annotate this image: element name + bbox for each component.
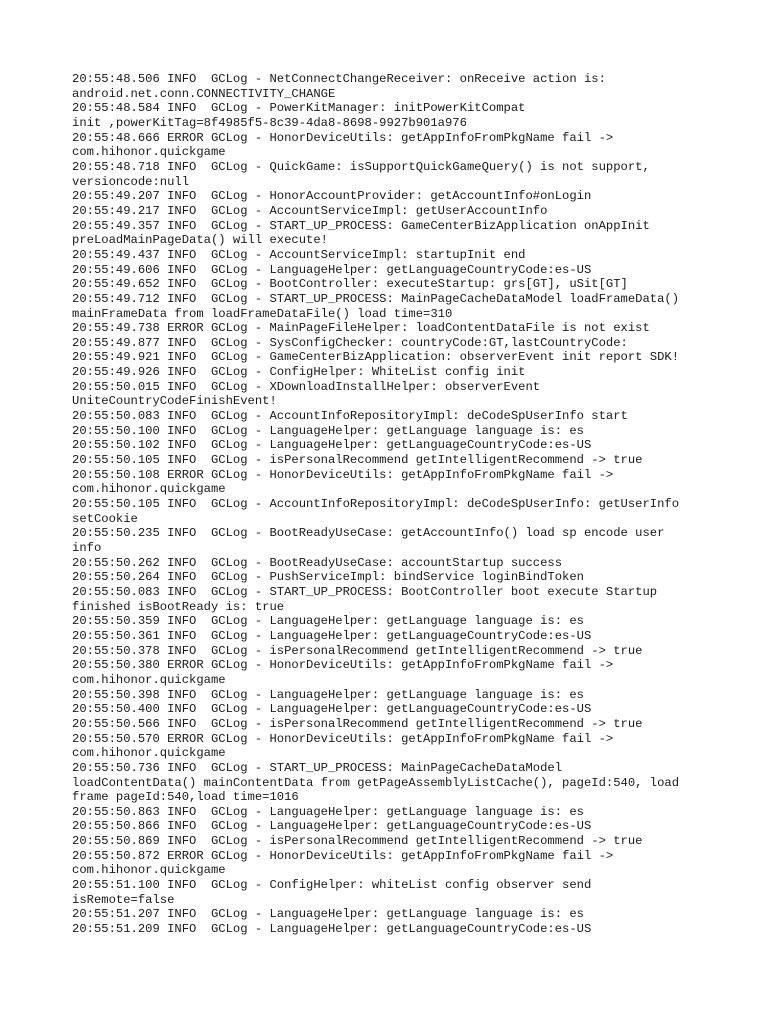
log-line: com.hihonor.quickgame — [72, 863, 226, 878]
log-line: 20:55:50.102 INFO GCLog - LanguageHelper: getLanguageCountryCode:es-US — [72, 438, 592, 453]
log-line: 20:55:50.866 INFO GCLog - LanguageHelper: getLanguageCountryCode:es-US — [72, 819, 592, 834]
log-line: 20:55:49.606 INFO GCLog - LanguageHelper: getLanguageCountryCode:es-US — [72, 262, 592, 277]
log-line: com.hihonor.quickgame — [72, 672, 226, 687]
log-line: 20:55:48.718 INFO GCLog - QuickGame: isSupportQuickGameQuery() is not support, — [72, 159, 650, 174]
log-line: mainFrameData from loadFrameDataFile() load time=310 — [72, 306, 453, 321]
log-line: info — [72, 541, 102, 555]
log-line: 20:55:50.083 INFO GCLog - START_UP_PROCESS: BootController boot execute Startup — [72, 584, 658, 599]
log-line: 20:55:50.398 INFO GCLog - LanguageHelper: getLanguage language is: es — [72, 687, 584, 702]
log-line: 20:55:49.217 INFO GCLog - AccountServiceImpl: getUserAccountInfo — [72, 203, 548, 218]
log-line: 20:55:49.207 INFO GCLog - HonorAccountProvider: getAccountInfo#onLogin — [72, 189, 592, 204]
log-line: 20:55:50.262 INFO GCLog - BootReadyUseCase: accountStartup success — [72, 555, 563, 570]
log-line: 20:55:51.207 INFO GCLog - LanguageHelper: getLanguage language is: es — [72, 907, 584, 922]
log-line: preLoadMainPageData() will execute! — [72, 233, 328, 248]
log-line: 20:55:50.380 ERROR GCLog - HonorDeviceUtils: getAppInfoFromPkgName fail -> — [72, 658, 614, 673]
log-line: 20:55:49.652 INFO GCLog - BootController: executeStartup: grs[GT], uSit[GT] — [72, 277, 628, 292]
log-line: 20:55:48.666 ERROR GCLog - HonorDeviceUtils: getAppInfoFromPkgName fail -> — [72, 130, 614, 145]
log-line: 20:55:50.378 INFO GCLog - isPersonalRecommend getIntelligentRecommend -> true — [72, 643, 643, 658]
log-text-block — [72, 72, 712, 937]
log-line: 20:55:50.872 ERROR GCLog - HonorDeviceUtils: getAppInfoFromPkgName fail -> — [72, 848, 614, 863]
log-line: 20:55:50.863 INFO GCLog - LanguageHelper: getLanguage language is: es — [72, 804, 584, 819]
log-line: 20:55:48.506 INFO GCLog - NetConnectChangeReceiver: onReceive action is: — [72, 72, 606, 86]
log-line: 20:55:50.108 ERROR GCLog - HonorDeviceUtils: getAppInfoFromPkgName fail -> — [72, 467, 614, 482]
log-line: 20:55:51.100 INFO GCLog - ConfigHelper: whiteList config observer send — [72, 878, 592, 893]
log-line: init ,powerKitTag=8f4985f5-8c39-4da8-8698-9927b901a976 — [72, 115, 467, 130]
log-line: android.net.conn.CONNECTIVITY_CHANGE — [72, 86, 336, 101]
log-line: 20:55:50.105 INFO GCLog - AccountInfoRepositoryImpl: deCodeSpUserInfo: getUserInfo — [72, 497, 680, 512]
log-line: 20:55:49.926 INFO GCLog - ConfigHelper: WhiteList config init — [72, 365, 526, 380]
log-line: 20:55:51.209 INFO GCLog - LanguageHelper: getLanguageCountryCode:es-US — [72, 922, 592, 937]
log-line: frame pageId:540,load time=1016 — [72, 790, 299, 805]
log-line: 20:55:50.100 INFO GCLog - LanguageHelper: getLanguage language is: es — [72, 423, 584, 438]
log-line: 20:55:50.359 INFO GCLog - LanguageHelper: getLanguage language is: es — [72, 614, 584, 629]
log-line: 20:55:50.570 ERROR GCLog - HonorDeviceUtils: getAppInfoFromPkgName fail -> — [72, 731, 614, 746]
log-line: com.hihonor.quickgame — [72, 145, 226, 160]
log-line: 20:55:49.712 INFO GCLog - START_UP_PROCESS: MainPageCacheDataModel loadFrameData() — [72, 291, 680, 306]
log-line: 20:55:50.400 INFO GCLog - LanguageHelper: getLanguageCountryCode:es-US — [72, 702, 592, 717]
log-line: com.hihonor.quickgame — [72, 482, 226, 497]
log-line: 20:55:49.877 INFO GCLog - SysConfigChecker: countryCode:GT,lastCountryCode: — [72, 335, 628, 350]
log-line: isRemote=false — [72, 892, 175, 907]
log-line: 20:55:50.015 INFO GCLog - XDownloadInstallHelper: observerEvent — [72, 379, 541, 394]
log-line: 20:55:50.736 INFO GCLog - START_UP_PROCESS: MainPageCacheDataModel — [72, 760, 563, 775]
log-line: UniteCountryCodeFinishEvent! — [72, 394, 277, 409]
log-line: versioncode:null — [72, 174, 190, 189]
log-line: 20:55:50.083 INFO GCLog - AccountInfoRepositoryImpl: deCodeSpUserInfo start — [72, 409, 628, 424]
log-line: setCookie — [72, 511, 138, 526]
log-line: 20:55:50.566 INFO GCLog - isPersonalRecommend getIntelligentRecommend -> true — [72, 716, 643, 731]
log-line: 20:55:50.105 INFO GCLog - isPersonalRecommend getIntelligentRecommend -> true — [72, 453, 643, 468]
log-document — [72, 72, 712, 937]
log-line: 20:55:50.869 INFO GCLog - isPersonalRecommend getIntelligentRecommend -> true — [72, 834, 643, 849]
log-line: 20:55:49.921 INFO GCLog - GameCenterBizApplication: observerEvent init report SDK! — [72, 350, 680, 365]
log-line: 20:55:50.361 INFO GCLog - LanguageHelper: getLanguageCountryCode:es-US — [72, 628, 592, 643]
log-line: finished isBootReady is: true — [72, 599, 285, 614]
log-line: 20:55:48.584 INFO GCLog - PowerKitManager: initPowerKitCompat — [72, 101, 526, 116]
log-line: 20:55:49.437 INFO GCLog - AccountServiceImpl: startupInit end — [72, 247, 526, 262]
log-line: 20:55:50.235 INFO GCLog - BootReadyUseCase: getAccountInfo() load sp encode user — [72, 526, 665, 541]
log-line: com.hihonor.quickgame — [72, 746, 226, 761]
log-line: 20:55:49.357 INFO GCLog - START_UP_PROCESS: GameCenterBizApplication onAppInit — [72, 218, 650, 233]
log-line: 20:55:50.264 INFO GCLog - PushServiceImpl: bindService loginBindToken — [72, 570, 584, 585]
log-line: 20:55:49.738 ERROR GCLog - MainPageFileHelper: loadContentDataFile is not exist — [72, 321, 650, 336]
log-line: loadContentData() mainContentData from getPageAssemblyListCache(), pageId:540, load — [72, 775, 680, 790]
